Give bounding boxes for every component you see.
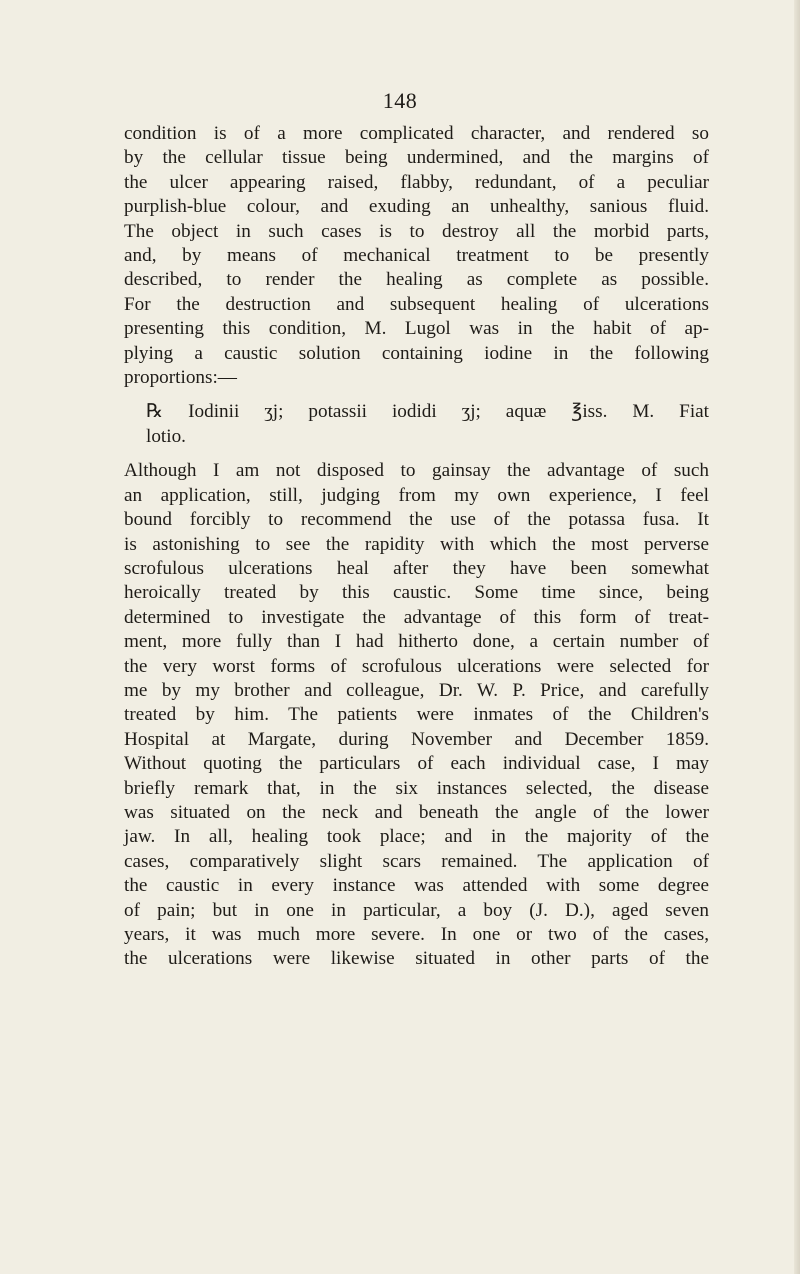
text-line: was situated on the neck and beneath the angle of the lower (124, 801, 709, 823)
text-line: an application, still, judging from my own experience, I feel (124, 484, 709, 506)
text-line: cases, comparatively slight scars remained. The application of (124, 850, 709, 872)
text-line: bound forcibly to recommend the use of the potassa fusa. It (124, 509, 709, 531)
text-line: is astonishing to see the rapidity with which the most perverse (124, 533, 709, 555)
text-line: condition is of a more complicated character, and rendered so (124, 123, 709, 144)
text-line: purplish-blue colour, and exuding an unhealthy, sanious fluid. (124, 196, 709, 218)
text-line: heroically treated by this caustic. Some time since, being (124, 582, 709, 604)
text-line: ment, more fully than I had hitherto done, a certain number of (124, 631, 709, 653)
text-line: proportions:— (124, 367, 237, 389)
prescription-line: lotio. (146, 425, 186, 447)
text-line: the very worst forms of scrofulous ulcerations were selected for (124, 655, 709, 677)
text-line: scrofulous ulcerations heal after they have been somewhat (124, 557, 709, 579)
text-line: presenting this condition, M. Lugol was in the habit of ap- (124, 318, 709, 340)
prescription (124, 400, 709, 449)
page-edge (794, 0, 800, 1274)
text-line: the caustic in every instance was attended with some degree (124, 875, 709, 897)
text-line: Hospital at Margate, during November and December 1859. (124, 728, 709, 750)
text-line: by the cellular tissue being undermined, and the margins of (124, 147, 709, 169)
text-line: plying a caustic solution containing iodine in the following (124, 342, 709, 364)
text-line: jaw. In all, healing took place; and in the majority of the (124, 826, 709, 848)
text-line: treated by him. The patients were inmates of the Children's (124, 704, 709, 726)
text-line: the ulcer appearing raised, flabby, redundant, of a peculiar (124, 171, 709, 193)
text-line: The object in such cases is to destroy all the morbid parts, (124, 220, 709, 242)
text-line: briefly remark that, in the six instances selected, the disease (124, 777, 709, 799)
text-line: years, it was much more severe. In one or two of the cases, (124, 924, 709, 945)
text-line: described, to render the healing as complete as possible. (124, 269, 709, 291)
text-line: determined to investigate the advantage of this form of treat- (124, 606, 709, 628)
paragraph-2 (124, 459, 709, 972)
text-line: Although I am not disposed to gainsay the advantage of such (124, 460, 709, 482)
text-line: me by my brother and colleague, Dr. W. P. Price, and carefully (124, 679, 709, 701)
page-number: 148 (382, 88, 418, 113)
text-line: and, by means of mechanical treatment to be presently (124, 245, 709, 267)
text-line: Without quoting the particulars of each individual case, I may (124, 753, 709, 775)
text-line: of pain; but in one in particular, a boy (J. D.), aged seven (124, 899, 709, 921)
body-text (124, 122, 709, 972)
paragraph-1 (124, 122, 709, 390)
text-line: For the destruction and subsequent healing of ulcerations (124, 293, 709, 315)
prescription-line: ℞ Iodinii ʒj; potassii iodidi ʒj; aquæ ℥iss. M. Fiat (146, 401, 709, 423)
text-line: the ulcerations were likewise situated in other parts of the (124, 948, 709, 970)
